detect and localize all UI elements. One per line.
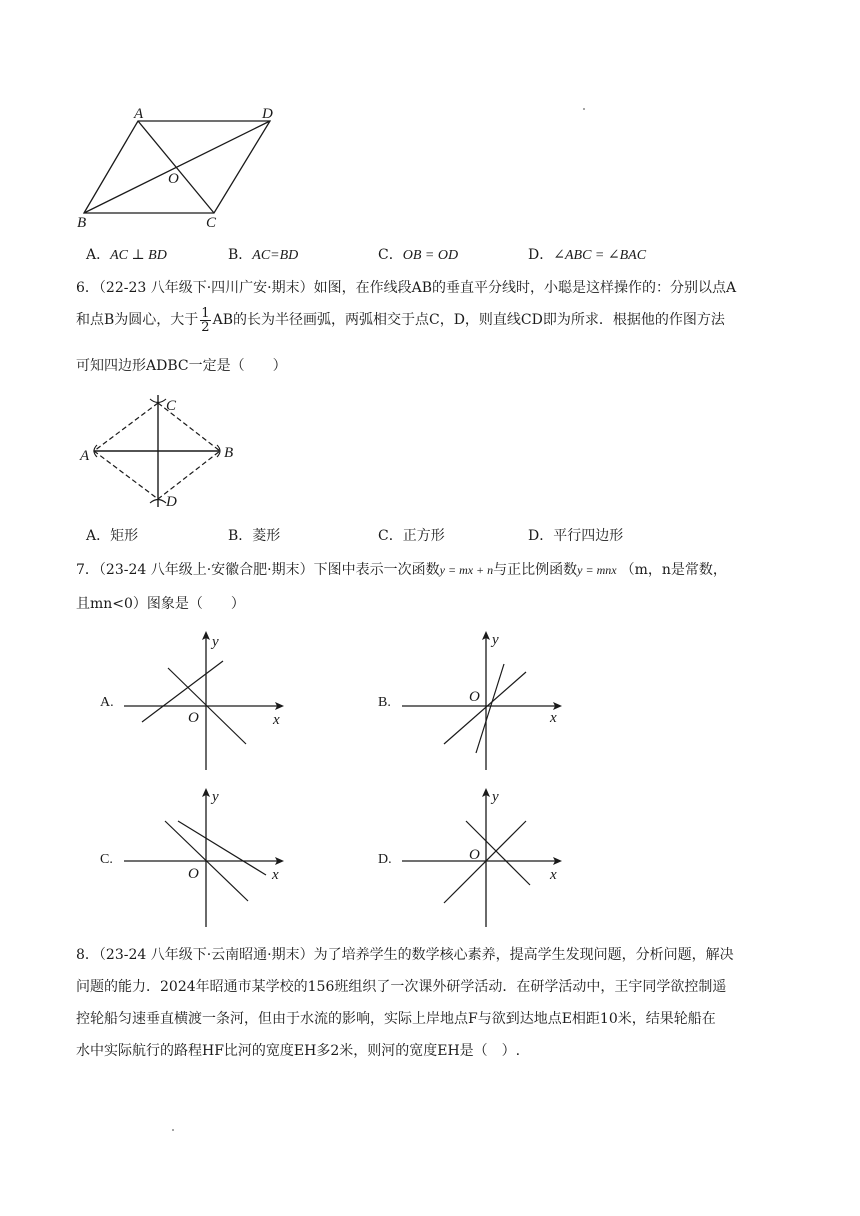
q8-line-4: 水中实际航行的路程HF比河的宽度EH多2米，则河的宽度EH是（ ）. [76, 1043, 521, 1059]
q6-construction-figure [70, 393, 250, 518]
q8-line-3: 控轮船匀速垂直横渡一条河，但由于水流的影响，实际上岸地点F与欲到达地点E相距10米，结果轮船在 [76, 1011, 716, 1027]
q5-option-c[interactable]: C．OB = OD [378, 247, 459, 263]
q6-label-c: C [166, 398, 177, 414]
q7-graph-d [376, 785, 576, 930]
q6-option-c[interactable]: C．正方形 [378, 528, 445, 544]
q5-label-a: A [134, 106, 144, 122]
q7-graph-b-x-label: x [550, 710, 557, 726]
q6-option-d[interactable]: D．平行四边形 [528, 528, 624, 544]
q7-graph-a-x-label: x [273, 712, 280, 728]
q7-graph-c-option-label: C. [100, 852, 113, 867]
q5-option-b[interactable]: B．AC=BD [228, 247, 299, 263]
q6-label-b: B [224, 445, 234, 461]
q6-fraction: $\frac{1}{2}$ [201, 305, 210, 335]
q7-graph-a [96, 628, 296, 773]
q6-option-b[interactable]: B．菱形 [228, 528, 281, 544]
q7-graph-b [376, 628, 576, 773]
q8-line-2: 问题的能力．2024年昭通市某学校的156班组织了一次课外研学活动．在研学活动中，王宇同学欲控制遥 [76, 979, 727, 995]
q7-graph-b-y-label: y [492, 632, 499, 648]
q6-line-2: 和点B为圆心，大于 $\frac{1}{2}$ AB的长为半径画弧，两弧相交于点C，D，则直线CD即为所求．根据他的作图方法 [76, 305, 725, 335]
stray-dot [583, 108, 585, 110]
q7-graph-a-y-label: y [212, 634, 219, 650]
q5-option-a[interactable]: A．AC ⊥ BD [86, 247, 167, 263]
q7-graph-c-origin: O [188, 866, 199, 882]
q7-line-1: 7．（23-24 八年级上·安徽合肥·期末）下图中表示一次函数y = mx + n与正比例函数y = mnx （m，n是常数， [76, 562, 727, 578]
q7-graph-c-y-label: y [212, 789, 219, 805]
q5-label-d: D [262, 106, 273, 122]
q8-line-1: 8．（23-24 八年级下·云南昭通·期末）为了培养学生的数学核心素养，提高学生发现问题，分析问题，解决 [76, 947, 734, 963]
q7-graph-a-option-label: A. [100, 695, 114, 710]
q5-label-c: C [206, 215, 217, 231]
q7-graph-b-origin: O [469, 689, 480, 705]
q7-graph-c-x-label: x [272, 867, 279, 883]
q6-label-a: A [80, 448, 90, 464]
q6-line-3: 可知四边形ADBC一定是（ ） [76, 358, 287, 374]
q7-graph-c [96, 785, 296, 930]
q6-option-a[interactable]: A．矩形 [86, 528, 139, 544]
q6-line-1: 6．（22-23 八年级下·四川广安·期末）如图，在作线段AB的垂直平分线时，小聪是这样操作的：分别以点A [76, 280, 737, 296]
q7-graph-d-x-label: x [550, 867, 557, 883]
q5-label-o: O [168, 171, 179, 187]
q7-graph-d-option-label: D. [378, 852, 392, 867]
q5-parallelogram-figure [70, 105, 290, 235]
q7-graph-b-option-label: B. [378, 695, 391, 710]
q7-graph-d-y-label: y [492, 789, 499, 805]
q7-graph-d-origin: O [469, 847, 480, 863]
stray-dot-bottom [172, 1129, 174, 1131]
q5-label-b: B [77, 215, 87, 231]
q6-label-d: D [166, 494, 177, 510]
q5-option-d[interactable]: D．∠ABC = ∠BAC [528, 247, 647, 263]
q7-line-2: 且mn<0）图象是（ ） [76, 596, 245, 612]
q7-graph-a-origin: O [188, 710, 199, 726]
